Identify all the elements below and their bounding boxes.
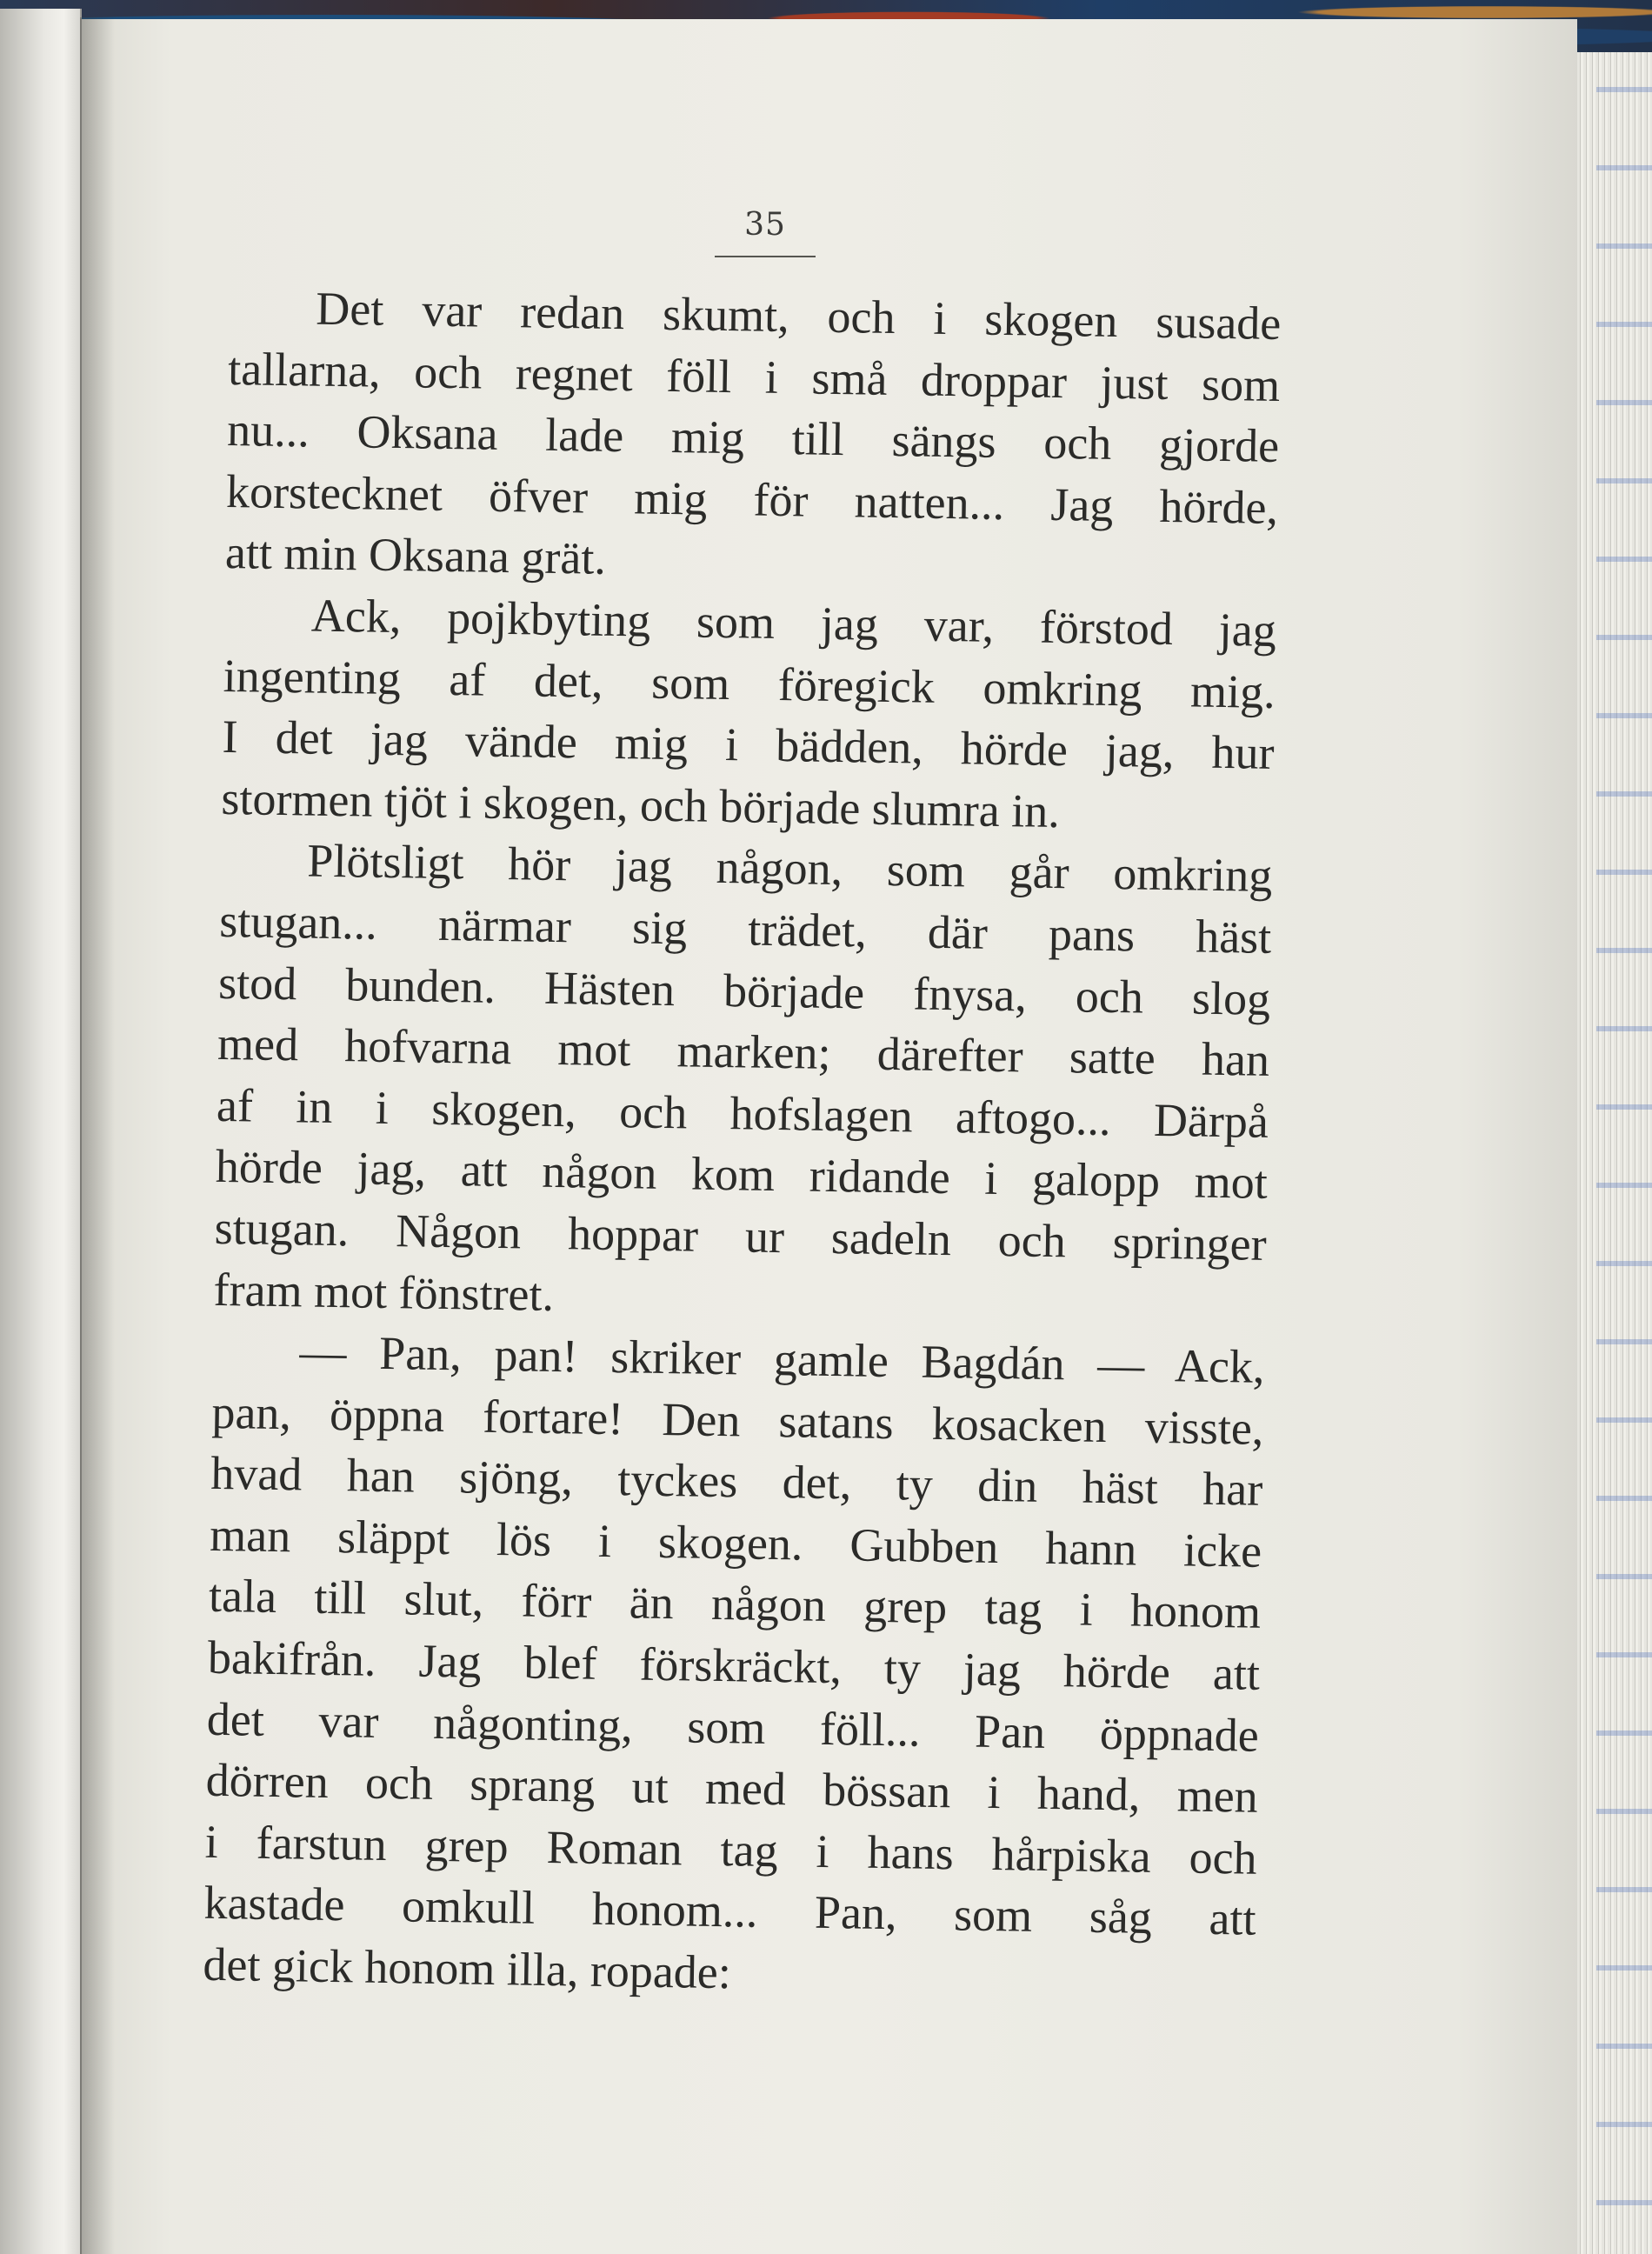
- text-line: hvad han sjöng, tyckes det, ty din häst har: [210, 1447, 1263, 1517]
- page-number: 35: [744, 207, 786, 243]
- text-line: — Pan, pan! skriker gamle Bagdán — Ack,: [299, 1325, 1265, 1393]
- text-line: man släppt lös i skogen. Gubben hann icke: [209, 1508, 1262, 1577]
- text-line: nu... Oksana lade mig till sängs och gjorde: [226, 403, 1280, 473]
- text-line: stugan. Någon hoppar ur sadeln och springer: [214, 1201, 1268, 1270]
- text-line: det gick honom illa, ropade:: [203, 1937, 732, 1999]
- text-line: bakifrån. Jag blef förskräckt, ty jag hörde att: [207, 1630, 1261, 1700]
- text-line: i farstun grep Roman tag i hans hårpiska och: [204, 1815, 1258, 1884]
- text-line: det var någonting, som föll... Pan öppnade: [206, 1692, 1260, 1762]
- text-line: tala till slut, förr än någon grep tag i honom: [208, 1570, 1262, 1639]
- text-line: fram mot fönstret.: [213, 1263, 555, 1321]
- text-line: stugan... närmar sig trädet, där pans häst: [218, 894, 1272, 964]
- text-line: Ack, pojkbyting som jag var, förstod jag: [310, 589, 1277, 657]
- binding-edge: [1596, 52, 1652, 2254]
- text-line: pan, öppna fortare! Den satans kosacken visste,: [211, 1385, 1264, 1455]
- left-page-edge: [0, 9, 82, 2254]
- text-line: Plötsligt hör jag någon, som går omkring: [306, 834, 1273, 903]
- text-line: I det jag vände mig i bädden, hörde jag, hur: [222, 710, 1276, 780]
- text-line: kastade omkull honom... Pan, som såg att: [203, 1877, 1256, 1946]
- text-line: att min Oksana grät.: [224, 526, 607, 585]
- gutter-shadow: [80, 17, 115, 2254]
- text-line: stod bunden. Hästen började fnysa, och slog: [217, 956, 1271, 1025]
- text-line: dörren och sprang ut med bössan i hand, men: [205, 1754, 1259, 1824]
- text-line: tallarna, och regnet föll i små droppar just som: [227, 342, 1281, 411]
- page-number-rule: [715, 256, 816, 257]
- text-line: stormen tjöt i skogen, och började slumra in.: [221, 771, 1061, 837]
- text-line: Det var redan skumt, och i skogen susade: [315, 282, 1282, 350]
- text-line: korstecknet öfver mig för natten... Jag hörde,: [225, 464, 1279, 534]
- text-line: ingenting af det, som föregick omkring mig.: [223, 649, 1276, 718]
- body-text: [203, 277, 1282, 2011]
- text-line: med hofvarna mot marken; därefter satte han: [216, 1017, 1270, 1087]
- text-line: hörde jag, att någon kom ridande i galopp mot: [215, 1140, 1269, 1210]
- text-line: af in i skogen, och hofslagen aftogo... Därpå: [216, 1078, 1269, 1148]
